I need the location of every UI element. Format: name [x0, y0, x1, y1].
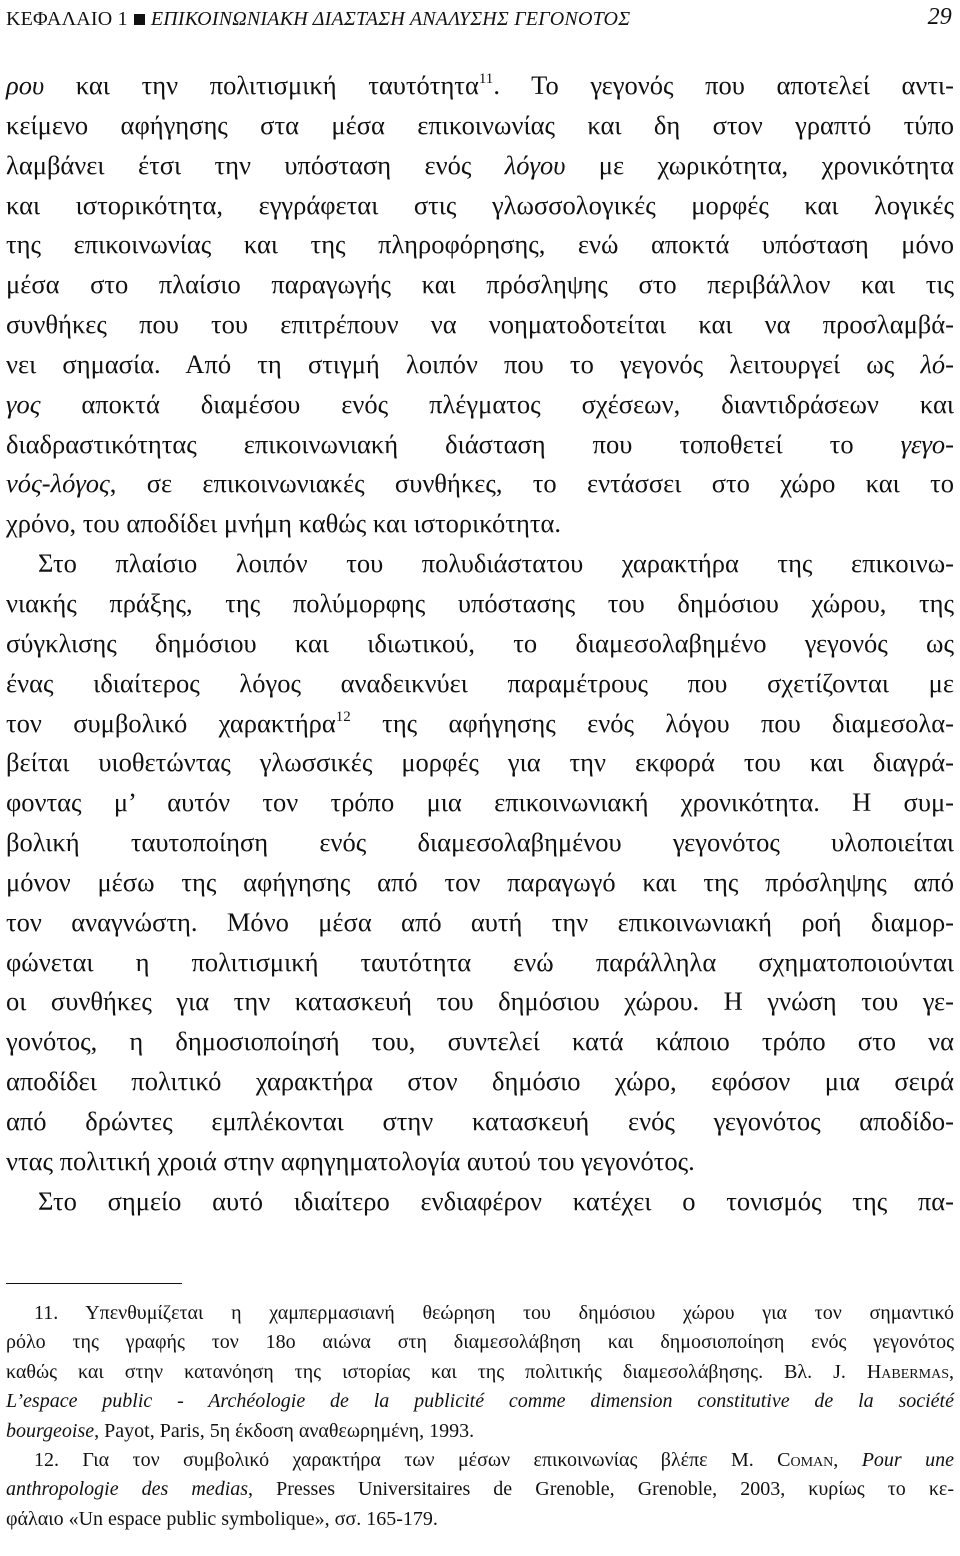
footnote-12-line — [6, 1475, 954, 1504]
text-line — [6, 66, 954, 106]
chapter-label: ΚΕΦΑΛΑΙΟ 1 — [6, 8, 128, 30]
line-text: διαδραστικότητας επικοινωνιακή διάσταση που τοποθετεί το — [6, 428, 901, 459]
text-line: σύγκλισης δημόσιου και ιδιωτικού, το διαμεσολαβημένο γεγονός ως — [6, 627, 954, 658]
text-line: Στο σημείο αυτό ιδιαίτερο ενδιαφέρον κατέχει ο τονισμός της πα- — [38, 1185, 954, 1216]
italic-word: λό- — [920, 348, 954, 379]
text-line: ντας πολιτική χροιά στην αφηγηματολογία αυτού του γεγονότος. — [6, 1145, 695, 1176]
footnote-11-line — [6, 1387, 954, 1416]
footnote-11-line — [6, 1417, 954, 1446]
italic-word: γεγο- — [900, 428, 954, 459]
text-line: χρόνο, του αποδίδει μνήμη καθώς και ιστορικότητα. — [6, 508, 561, 539]
running-header — [6, 4, 952, 34]
line-text: καθώς και στην κατανόηση της ιστορίας και της πολιτικής διαμεσολάβησης. Βλ. J. — [6, 1360, 867, 1383]
line-text: και την πολιτισμική ταυτότητα — [44, 70, 479, 100]
line-text: τον συμβολικό χαρακτήρα — [6, 707, 336, 738]
text-line: μέσα στο πλαίσιο παραγωγής και πρόσληψης στο περιβάλλον και τις — [6, 269, 954, 300]
chapter-heading — [6, 4, 630, 34]
text-line: της επικοινωνίας και της πληροφόρησης, ενώ αποκτά υπόσταση μόνο — [6, 229, 954, 260]
italic-word: λόγου — [504, 149, 566, 180]
line-text: της αφήγησης ενός λόγου που διαμεσολα- — [350, 707, 954, 738]
page-number: 29 — [927, 4, 952, 30]
text-line — [6, 704, 954, 744]
text-line — [6, 425, 954, 465]
line-text: αποκτά διαμέσου ενός πλέγματος σχέσεων, διαντιδράσεων και — [40, 388, 954, 419]
author-name: Habermas — [866, 1360, 949, 1383]
text-line — [6, 146, 954, 186]
text-line: μόνον μέσω της αφήγησης από τον παραγωγό και της πρόσληψης από — [6, 866, 954, 897]
line-text: , Payot, Paris, 5η έκδοση αναθεωρημένη, 1993. — [94, 1419, 475, 1442]
footnote-12-line: φάλαιο «Un espace public symbolique», σσ. 165-179. — [6, 1507, 438, 1530]
text-line: Στο πλαίσιο λοιπόν του πολυδιάστατου χαρακτήρα της επικοινω- — [38, 548, 954, 579]
text-line: κείμενο αφήγησης στα μέσα επικοινωνίας και δη στον γραπτό τύπο — [6, 109, 954, 140]
footnote-ref-12[interactable]: 12 — [335, 708, 351, 725]
text-line — [6, 345, 954, 385]
italic-word: ρου — [6, 70, 45, 100]
footnote-11-line: 11. Υπενθυμίζεται η χαμπερμασιανή θεώρηση του δημόσιου χώρου για τον σημαντικό — [34, 1302, 954, 1324]
text-line: γονότος, η δημοσιοποίησή του, συντελεί κατά κάποιο τρόπο στο να — [6, 1026, 954, 1057]
line-text: λαμβάνει έτσι την υπόσταση ενός — [6, 149, 505, 180]
main-text — [6, 66, 954, 1221]
footnote-separator — [6, 1283, 182, 1284]
chapter-title: ΕΠΙΚΟΙΝΩΝΙΑΚΗ ΔΙΑΣΤΑΣΗ ΑΝΑΛΥΣΗΣ ΓΕΓΟΝΟΤΟΣ — [150, 8, 631, 30]
text-line: ένας ιδιαίτερος λόγος αναδεικνύει παραμέτρους που σχετίζονται με — [6, 667, 954, 698]
line-text: νει σημασία. Από τη στιγμή λοιπόν που το γεγονός λειτουργεί ως — [6, 348, 921, 379]
footnotes — [6, 1299, 954, 1534]
text-line: τον αναγνώστη. Μόνο μέσα από αυτή την επικοινωνιακή ροή διαμορ- — [6, 906, 954, 937]
text-line: αποδίδει πολιτικό χαρακτήρα στον δημόσιο χώρο, εφόσον μια σειρά — [6, 1066, 954, 1097]
footnote-11-line — [6, 1358, 954, 1387]
book-title: anthropologie des medias — [6, 1478, 249, 1501]
footnote-ref-11[interactable]: 11 — [478, 71, 494, 87]
text-line — [6, 464, 954, 504]
footnote-12-line — [6, 1446, 954, 1475]
line-text: 12. Για τον συμβολικό χαρακτήρα των μέσων επικοινωνίας βλέπε M. — [34, 1448, 778, 1471]
text-line: βείται υιοθετώντας γλωσσικές μορφές για την εκφορά του και διαγρά- — [6, 747, 954, 778]
text-line: από δρώντες εμπλέκονται στην κατασκευή ενός γεγονότος αποδίδο- — [6, 1105, 954, 1136]
line-text: , Presses Universitaires de Grenoble, Grenoble, 2003, κυρίως το κε- — [248, 1478, 954, 1501]
text-line: οι συνθήκες για την κατασκευή του δημόσιου χώρου. Η γνώση του γε- — [6, 986, 954, 1017]
footnote-11-line: ρόλο της γραφής τον 18ο αιώνα στη διαμεσολάβηση και δημοσιοποίηση ενός γεγονότος — [6, 1331, 954, 1354]
text-line: νιακής πράξης, της πολύμορφης υπόστασης του δημόσιου χώρου, της — [6, 587, 954, 618]
text-line: συνθήκες που του επιτρέπουν να νοηματοδοτείται και να προσλαμβά- — [6, 309, 954, 340]
text-line — [6, 385, 954, 425]
line-text: , σε επικοινωνιακές συνθήκες, το εντάσσει στο χώρο και το — [109, 468, 954, 499]
italic-word: γος — [6, 388, 41, 419]
text-line: φοντας μ’ αυτόν τον τρόπο μια επικοινωνιακή χρονικότητα. Η συμ- — [6, 787, 954, 818]
line-text: με χωρικότητα, χρονικότητα — [565, 149, 954, 180]
author-name: Coman — [777, 1448, 834, 1471]
text-line: φώνεται η πολιτισμική ταυτότητα ενώ παράλληλα σχηματοποιούνται — [6, 946, 954, 977]
book-title: L’espace public - Archéologie de la publicité comme dimension constitutive de la société — [6, 1390, 954, 1413]
square-bullet-icon — [134, 14, 145, 25]
italic-word: νός-λόγος — [6, 468, 110, 499]
line-text: . Το γεγονός που αποτελεί αντι- — [493, 70, 954, 100]
line-text: , — [833, 1448, 862, 1471]
text-line: και ιστορικότητα, εγγράφεται στις γλωσσολογικές μορφές και λογικές — [6, 189, 954, 220]
book-title: Pour une — [861, 1448, 955, 1471]
text-line: βολική ταυτοποίηση ενός διαμεσολαβημένου γεγονότος υλοποιείται — [6, 827, 954, 858]
line-text: , — [949, 1360, 954, 1383]
book-title: bourgeoise — [6, 1419, 95, 1442]
